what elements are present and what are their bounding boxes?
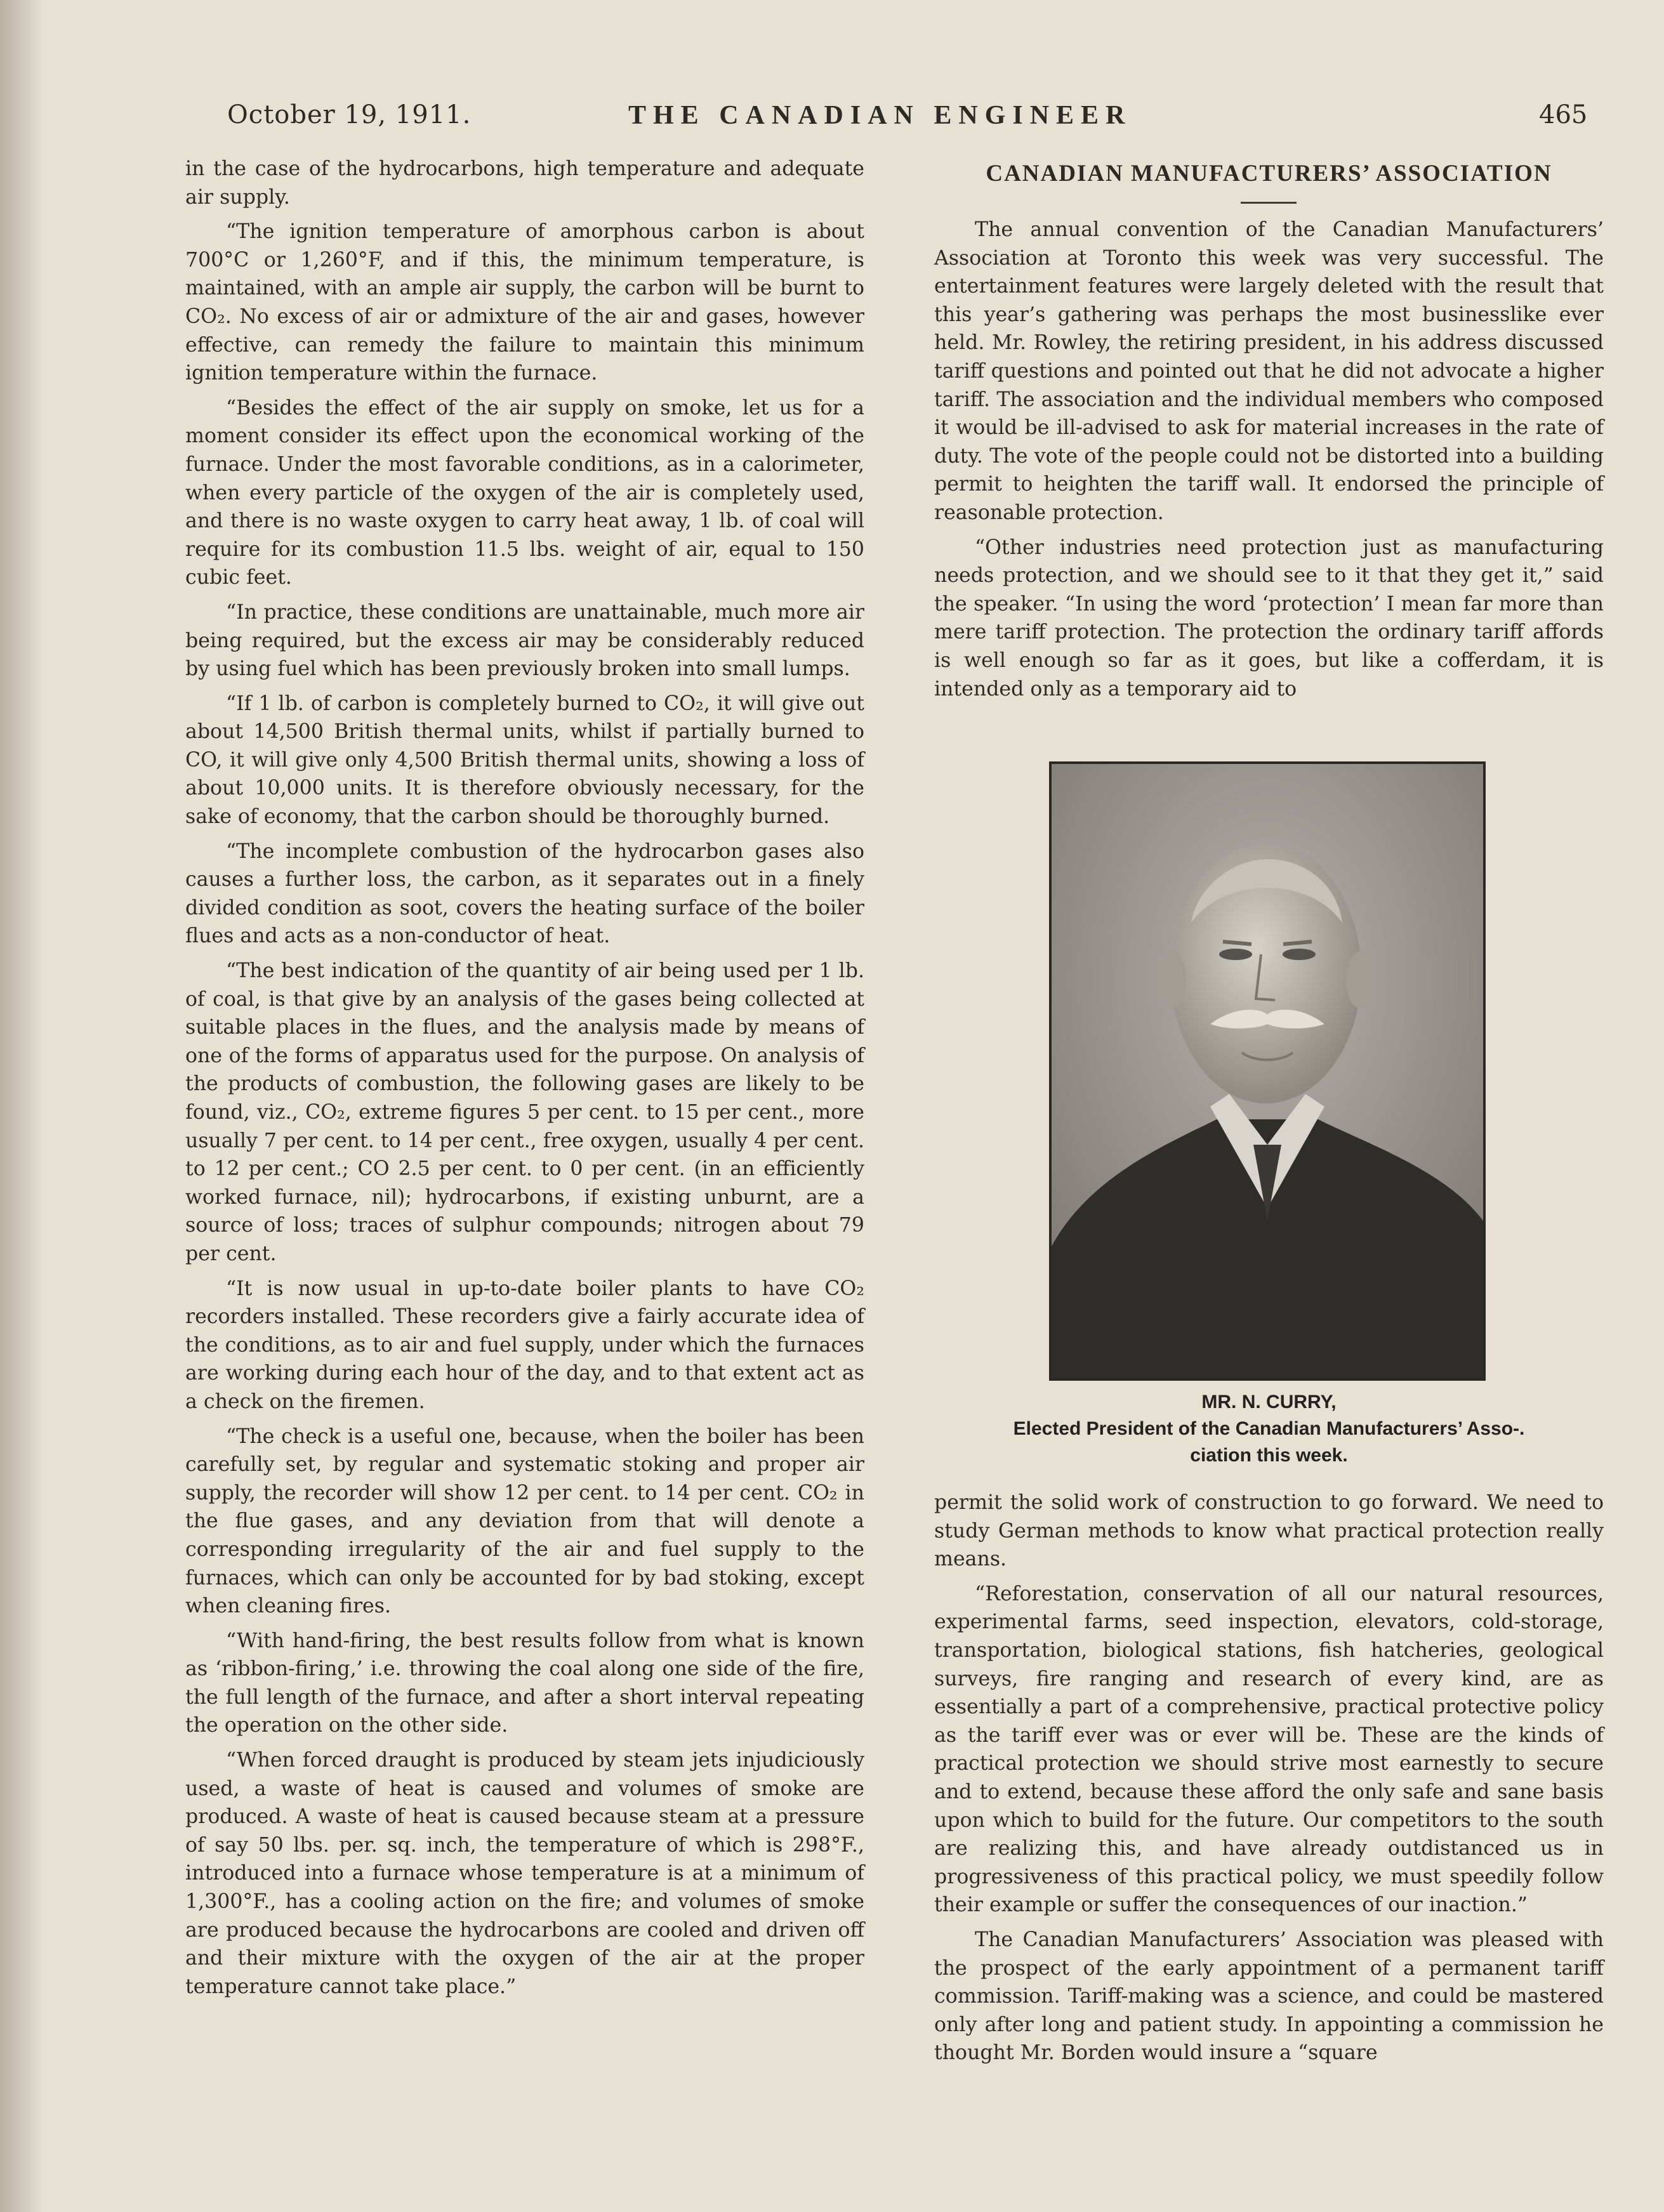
paragraph: “The incomplete combustion of the hydrocarbon gases also causes a further loss, the carbon, as it separates out in a finely divided condition as soot, covers the heating surface of the boiler flues and acts as a non-conductor of heat. — [185, 839, 864, 948]
paragraph: “It is now usual in up-to-date boiler plants to have CO₂ recorders installed. These recorders give a fairly accurate idea of the conditions, as to air and fuel supply, under which the furnaces are working during each hour of the day, and to that extent act as a check on the firemen. — [185, 1277, 864, 1413]
caption-line: ciation this week. — [1190, 1445, 1348, 1466]
paragraph: The annual convention of the Canadian Manufacturers’ Association at Toronto this week was very successful. The entertainment features were largely deleted with the result that this year’s gathering was perhaps the most businesslike ever held. Mr. Rowley, the retiring president, in his address discussed tariff questions and pointed out that he did not advocate a higher tariff. The association and the individual members who composed it would be ill-advised to ask for material increases in the rate of duty. The vote of the people could not be distorted into a building permit to heighten the tariff wall. It endorsed the principle of reasonable protection. — [934, 218, 1604, 524]
paragraph: “In practice, these conditions are unattainable, much more air being required, but the excess air may be considerably reduced by using fuel which has been previously broken into small lumps. — [185, 600, 864, 681]
paragraph: in the case of the hydrocarbons, high temperature and adequate air supply. — [185, 157, 864, 209]
paragraph: “When forced draught is produced by steam jets injudiciously used, a waste of heat is caused and volumes of smoke are produced. A waste of heat is caused because steam at a pressure of say 50 lbs. per. sq. inch, the temperature of which is 298°F., introduced into a furnace whose temperature is at a minimum of 1,300°F., has a cooling action on the fire; and volumes of smoke are produced because the hydrocarbons are cooled and driven off and their mixture with the oxygen of the air at the proper temperature cannot take place.” — [185, 1749, 864, 1998]
journal-title: THE CANADIAN ENGINEER — [628, 101, 1132, 130]
paragraph: permit the solid work of construction to go forward. We need to study German methods to know what practical protection really means. — [934, 1491, 1604, 1571]
paragraph: The Canadian Manufacturers’ Association was pleased with the prospect of the early appointment of a permanent tariff commission. Tariff-making was a science, and could be mastered only after long and patient study. In appointing a commission he thought Mr. Borden would insure a “square — [934, 1928, 1604, 2065]
paragraph: “Reforestation, conservation of all our natural resources, experimental farms, seed inspection, elevators, cold-storage, transportation, biological stations, fish hatcheries, geological surveys, fire ranging and research of every kind, are as essentially a part of a comprehensive, practical protective policy as the tariff ever was or ever will be. These are the kinds of practical protection we should strive most earnestly to secure and to extend, because these afford the only safe and sane basis upon which to build for the future. Our competitors to the south are realizing this, and have already outdistanced us in progressiveness of this practical policy, we must speedily follow their example or suffer the consequences of our inaction.” — [934, 1582, 1604, 1917]
paragraph: “Besides the effect of the air supply on smoke, let us for a moment consider its effect upon the economical working of the furnace. Under the most favorable conditions, as in a calorimeter, when every particle of the oxygen of the air is completely used, and there is no waste oxygen to carry heat away, 1 lb. of coal will require for its combustion 11.5 lbs. weight of air, equal to 150 cubic feet. — [185, 396, 864, 589]
portrait-illustration — [1052, 764, 1483, 1378]
caption-name: MR. N. CURRY, — [1201, 1392, 1337, 1412]
issue-date: October 19, 1911. — [227, 100, 472, 129]
portrait-photo — [1049, 761, 1486, 1381]
section-heading: CANADIAN MANUFACTURERS’ ASSOCIATION — [986, 161, 1552, 187]
paragraph: “If 1 lb. of carbon is completely burned to CO₂, it will give out about 14,500 British thermal units, whilst if partially burned to CO, it will give only 4,500 British thermal units, showing a loss of about 10,000 units. It is therefore obviously necessary, for the sake of economy, that the carbon should be thoroughly burned. — [185, 692, 864, 829]
paragraph: “The ignition temperature of amorphous carbon is about 700°C or 1,260°F, and if this, the minimum temperature, is maintained, with an ample air supply, the carbon will be burnt to CO₂. No excess of air or admixture of the air and gases, however effective, can remedy the failure to maintain this minimum ignition temperature within the furnace. — [185, 220, 864, 385]
heading-rule — [1241, 202, 1297, 204]
right-column-top — [934, 216, 1604, 703]
caption-line: Elected President of the Canadian Manufacturers’ Asso-. — [1013, 1418, 1525, 1439]
right-column-bottom — [934, 1489, 1604, 2067]
paragraph: “The best indication of the quantity of air being used per 1 lb. of coal, is that give by an analysis of the gases being collected at suitable places in the flues, and the analysis made by means of one of the forms of apparatus used for the purpose. On analysis of the products of combustion, the following gases are likely to be found, viz., CO₂, extreme figures 5 per cent. to 15 per cent., more usually 7 per cent. to 14 per cent., free oxygen, usually 4 per cent. to 12 per cent.; CO 2.5 per cent. to 0 per cent. (in an efficiently worked furnace, nil); hydrocarbons, if existing unburnt, are a source of loss; traces of sulphur compounds; nitrogen about 79 per cent. — [185, 959, 864, 1265]
paragraph: “With hand-firing, the best results follow from what is known as ‘ribbon-firing,’ i.e. throwing the coal along one side of the fire, the full length of the furnace, and after a short interval repeating the operation on the other side. — [185, 1629, 864, 1737]
page-number: 465 — [1539, 100, 1588, 129]
left-column — [185, 155, 864, 2001]
paragraph: “The check is a useful one, because, when the boiler has been carefully set, by regular and systematic stoking and proper air supply, the recorder will show 12 per cent. to 14 per cent. CO₂ in the flue gases, and any deviation from that will denote a corresponding irregularity of the air and fuel supply to the furnaces, which can only be accounted for by bad stoking, except when cleaning fires. — [185, 1425, 864, 1618]
paragraph: “Other industries need protection just as manufacturing needs protection, and we should see to it that they get it,” said the speaker. “In using the word ‘protection’ I mean far more than mere tariff protection. The protection the ordinary tariff affords is well enough so far as it goes, but like a cofferdam, it is intended only as a temporary aid to — [934, 536, 1604, 701]
photo-caption — [934, 1390, 1604, 1468]
page-gutter-shadow — [0, 0, 44, 2212]
